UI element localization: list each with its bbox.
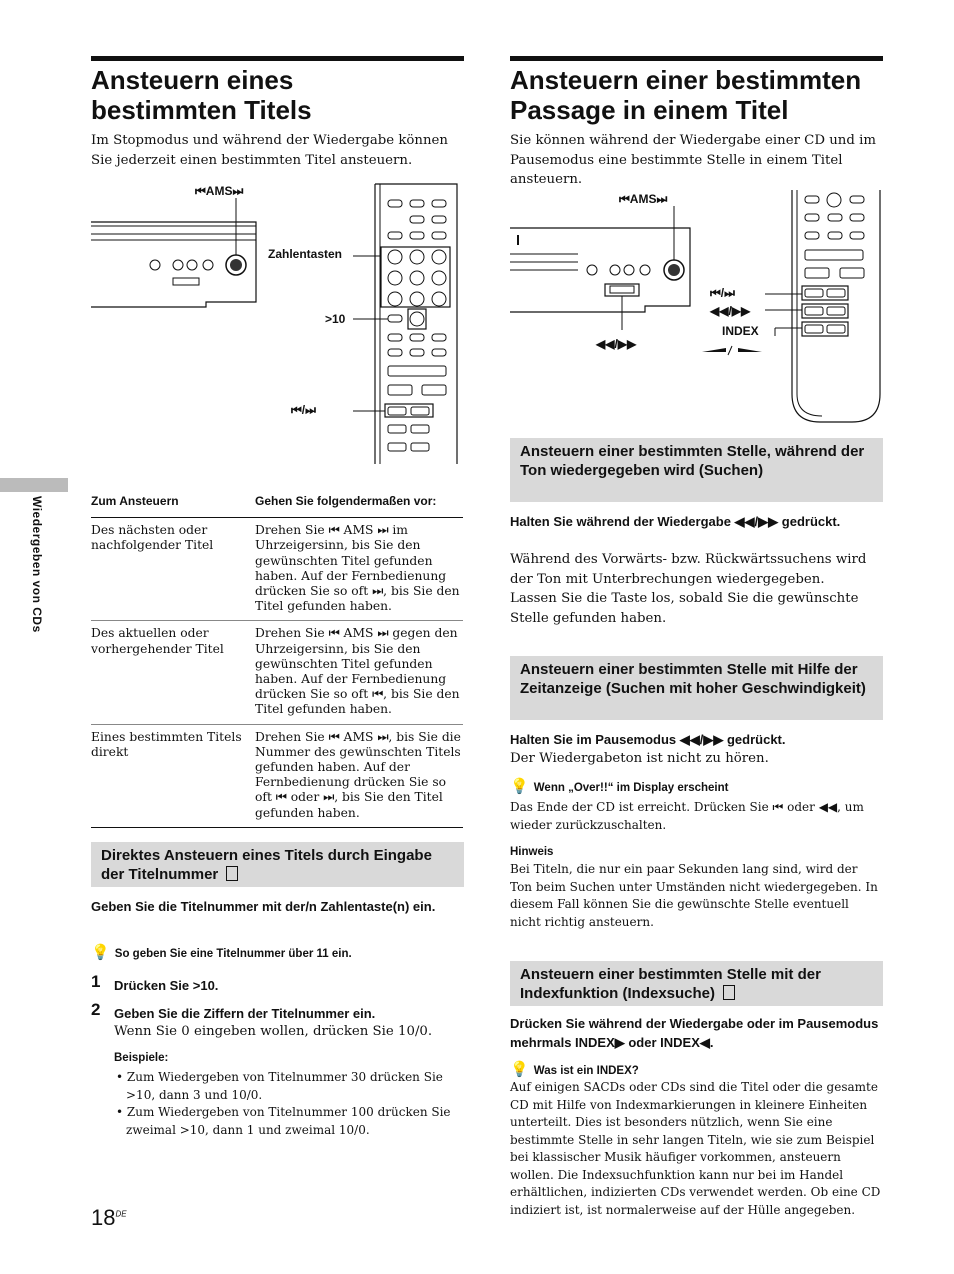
label-skip-left: ⏮/⏭ [291, 403, 316, 417]
section-box-search: Ansteuern einer bestimmten Stelle, während der Ton wiedergegeben wird (Suchen) [510, 438, 883, 502]
note-label: Hinweis [510, 846, 554, 858]
table-cell: Des aktuellen oder vorhergehender Titel [91, 621, 255, 724]
examples-list [114, 1069, 459, 1139]
direct-instruction: Geben Sie die Titelnummer mit der/n Zahlentaste(n) ein. [91, 899, 436, 914]
tip-row-left [91, 942, 463, 961]
page-number: 18DE [91, 1205, 127, 1230]
step-number: 2 [91, 1000, 101, 1019]
tip-row-over [510, 776, 882, 795]
table-cell: Des nächsten oder nachfolgender Titel [91, 518, 255, 621]
note-text: Bei Titeln, die nur ein paar Sekunden lang sind, wird der Ton beim Suchen unter Umständen nicht wiedergegeben. In diesem Fall können Sie die gewünschte Stelle eventuell nicht richtig ansteuern. [510, 862, 878, 929]
table-cell: Drehen Sie ⏮ AMS ⏭, bis Sie die Nummer des gewünschten Titels gefunden haben. Auf der Fernbedienung drücken Sie so oft ⏮ oder ⏭, bis Sie den Titel gefunden haben. [255, 724, 463, 827]
left-title: Ansteuern eines bestimmten Titels [91, 65, 312, 125]
index-text: Auf einigen SACDs oder CDs sind die Titel oder die gesamte CD mit Hilfe von Indexmarkierungen in kleinere Einheiten unterteilt. Dies ist besonders nützlich, wenn Sie eine bestimmte Stelle in sehr langen Titeln, wie sie zum Beispiel bei klassischer Musik häufiger vorkommen, ansteuern wollen. Die Indexsuchfunktion kann nur bei im Handel erhältlichen, indizierten CDs verwendet werden. Ob eine CD indiziert ist, ist normalerweise auf der Hülle angegeben. [510, 1080, 881, 1217]
step-2-subtext: Wenn Sie 0 eingeben wollen, drücken Sie 10/0. [114, 1024, 433, 1039]
label-search-right: ◀◀/▶▶ [710, 304, 751, 318]
remote-only-icon [723, 985, 735, 1000]
section-title-index: Ansteuern einer bestimmten Stelle mit der Indexfunktion (Indexsuche) [520, 966, 821, 1002]
hint-bulb-icon: 💡 [91, 943, 110, 961]
section-title-direct: Direktes Ansteuern eines Titels durch Eingabe der Titelnummer [101, 847, 432, 883]
remote-only-icon [226, 866, 238, 881]
label-search-bottom: ◀◀/▶▶ [596, 337, 637, 351]
table-cell: Eines bestimmten Titels direkt [91, 724, 255, 827]
left-intro: Im Stopmodus und während der Wiedergabe können Sie jederzeit einen bestimmten Titel ansteuern. [91, 133, 448, 168]
hint-bulb-icon: 💡 [510, 1060, 529, 1078]
index-arrows-icon [700, 344, 766, 356]
label-ams-right: ⏮AMS⏭ [619, 192, 668, 206]
table-row [91, 518, 463, 621]
examples-label: Beispiele: [114, 1052, 169, 1064]
label-ams-left: ⏮AMS⏭ [195, 184, 244, 198]
table-header: Gehen Sie folgendermaßen vor: [255, 490, 463, 518]
tip-text-over: Das Ende der CD ist erreicht. Drücken Sie ⏮ oder ◀◀, um wieder zurückzuschalten. [510, 800, 864, 832]
search-instruction: Halten Sie während der Wiedergabe ◀◀/▶▶ gedrückt. [510, 514, 841, 529]
list-item: • Zum Wiedergeben von Titelnummer 30 drücken Sie >10, dann 3 und 10/0. [116, 1070, 443, 1102]
cd-player-remote-figure-right [510, 188, 883, 426]
table-header: Zum Ansteuern [91, 490, 255, 518]
label-zahlentasten: Zahlentasten [268, 247, 343, 261]
index-instruction: Drücken Sie während der Wiedergabe oder im Pausemodus mehrmals INDEX▶ oder INDEX◀. [510, 1016, 879, 1050]
cd-player-remote-figure-left [91, 182, 464, 464]
section-box-index-search [510, 961, 883, 1006]
table-header-row [91, 490, 463, 518]
table-cell: Drehen Sie ⏮ AMS ⏭ im Uhrzeigersinn, bis Sie den gewünschten Titel gefunden haben. Auf der Fernbedienung drücken Sie so oft ⏭, bis Sie den Titel gefunden haben. [255, 518, 463, 621]
table-cell: Drehen Sie ⏮ AMS ⏭ gegen den Uhrzeigersinn, bis Sie den gewünschten Titel gefunden haben. Auf der Fernbedienung drücken Sie so oft ⏮, bis Sie den Titel gefunden haben. [255, 621, 463, 724]
title-rule-right [510, 56, 883, 61]
control-table [91, 490, 463, 828]
search-paragraph-1: Während des Vorwärts- bzw. Rückwärtssuchens wird der Ton mit Unterbrechungen wiedergegeben. [510, 552, 867, 587]
label-skip-right: ⏮/⏭ [710, 286, 735, 300]
right-title: Ansteuern einer bestimmten Passage in einem Titel [510, 65, 862, 125]
side-tab-label: Wiedergeben von CDs [30, 496, 44, 633]
step-2-text: Geben Sie die Ziffern der Titelnummer ein. [114, 1006, 376, 1021]
step-1-text: Drücken Sie >10. [114, 978, 219, 993]
tip-title-over: Wenn „Over!!“ im Display erscheint [533, 782, 729, 794]
section-box-direct [91, 842, 464, 887]
label-index: INDEX [722, 324, 759, 338]
search-paragraph-2: Lassen Sie die Taste los, sobald Sie die gewünschte Stelle gefunden haben. [510, 591, 859, 626]
tip-title-left: So geben Sie eine Titelnummer über 11 ein. [114, 948, 352, 960]
side-tab-marker [0, 478, 68, 492]
section-box-fast-search: Ansteuern einer bestimmten Stelle mit Hilfe der Zeitanzeige (Suchen mit hoher Geschwindigkeit) [510, 656, 883, 720]
table-row [91, 621, 463, 724]
tip-title-index: Was ist ein INDEX? [533, 1065, 639, 1077]
tip-row-index [510, 1059, 882, 1078]
title-rule-left [91, 56, 464, 61]
list-item: • Zum Wiedergeben von Titelnummer 100 drücken Sie zweimal >10, dann 1 und zweimal 10/0. [116, 1105, 451, 1137]
label-gt10: >10 [325, 312, 346, 326]
right-intro: Sie können während der Wiedergabe einer CD und im Pausemodus eine bestimmte Stelle in einem Titel ansteuern. [510, 133, 876, 187]
step-number: 1 [91, 972, 101, 991]
fast-search-instruction: Halten Sie im Pausemodus ◀◀/▶▶ gedrückt. [510, 732, 786, 747]
hint-bulb-icon: 💡 [510, 777, 529, 795]
fast-search-paragraph: Der Wiedergabeton ist nicht zu hören. [510, 751, 769, 766]
table-row [91, 724, 463, 827]
